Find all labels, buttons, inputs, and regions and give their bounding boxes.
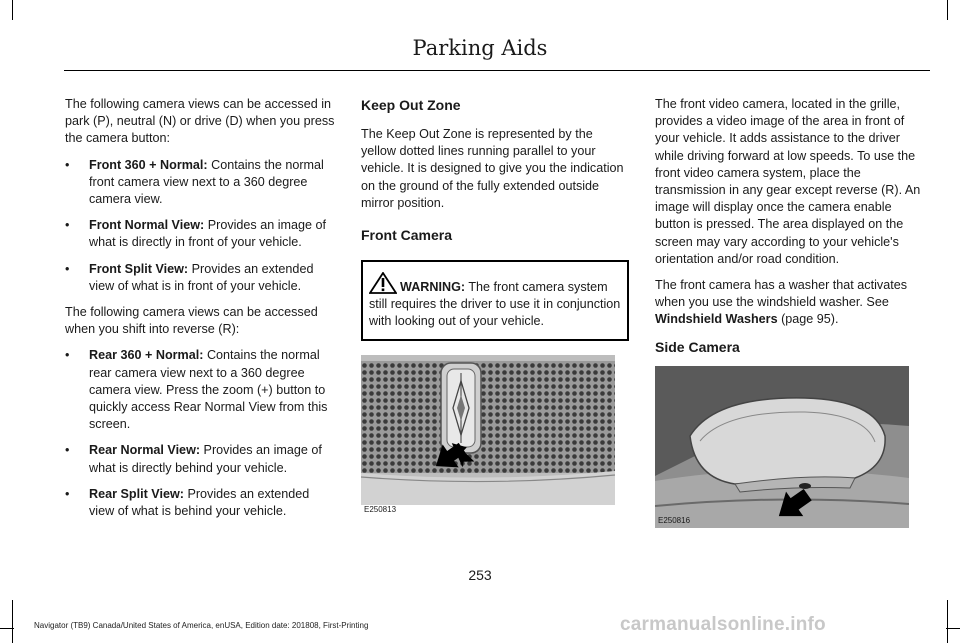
figure-code: E250813 [364,505,397,515]
list-item [65,261,337,295]
crop-mark [0,628,14,629]
warning-text: The front camera system still requires the driver to use it in conjunction with looking out of your vehicle. [369,280,621,329]
side-camera-mirror-image [655,366,909,528]
forward-views-list [65,157,337,295]
term: Front 360 + Normal: [89,157,208,172]
page-title: Parking Aids [412,36,548,60]
column-2 [361,96,629,515]
column-3 [655,96,927,528]
list-item [65,442,337,476]
bullet: • [65,218,70,233]
term: Rear 360 + Normal: [89,348,204,363]
list-item [65,217,337,251]
mirror-illustration [655,366,909,528]
reverse-views-intro: The following camera views can be accessed when you shift into reverse (R): [65,305,318,337]
page-number: 253 [468,567,492,583]
figure-code: E250816 [658,516,691,526]
description: Provides an image of what is directly behind your vehicle. [89,443,322,475]
term: Rear Split View: [89,486,184,501]
warning-label: WARNING: [400,280,466,295]
washer-paragraph [655,277,927,329]
forward-views-intro: The following camera views can be accessed in park (P), neutral (N) or drive (D) when you press the camera button: [65,97,335,146]
description: Contains the normal front camera view next to a 360 degree camera view. [89,157,324,207]
front-camera-grille-image [361,355,615,515]
watermark: carmanualsonline.info [620,614,826,635]
bullet: • [65,443,70,458]
description: Contains the normal rear camera view next to a 360 degree camera view. Press the zoom (+) button to quickly access Rear Normal View from this screen. [89,348,328,432]
list-item [65,486,337,520]
description: Provides an extended view of what is behind your vehicle. [89,486,310,519]
warning-triangle-icon [369,272,397,294]
list-item [65,157,337,209]
bullet: • [65,486,70,501]
page-reference: (page 95). [777,312,839,327]
description: Provides an extended view of what is in front of your vehicle. [89,261,314,293]
front-camera-description: The front video camera, located in the grille, provides a video image of the area in front of your vehicle. It adds assistance to the driver while driving forward at low speeds. To use the front video camera system, place the transmission in any gear except reverse (R). An image will display once the camera enable button is pressed. The area displayed on the screen may vary according to your vehicle's orientation and/or road condition. [655,97,921,266]
keep-out-zone-heading: Keep Out Zone [361,97,461,113]
grille-illustration [361,355,615,505]
washer-text: The front camera has a washer that activates when you use the windshield washer. See [655,278,907,310]
list-item [65,347,337,433]
keep-out-zone-text: The Keep Out Zone is represented by the yellow dotted lines running parallel to your vehicle. It is designed to give you the indication on the ground of the fully extended outside mirror position. [361,127,624,210]
front-camera-heading: Front Camera [361,227,453,244]
bullet: • [65,261,70,276]
description: Provides an image of what is directly in front of your vehicle. [89,218,327,250]
crop-mark [12,0,13,20]
warning-box [361,260,629,341]
term: Rear Normal View: [89,443,201,458]
crop-mark [947,600,948,643]
reverse-views-list [65,347,337,520]
term: Front Split View: [89,261,189,276]
crop-mark [947,0,948,20]
edition-footer: Navigator (TB9) Canada/United States of America, enUSA, Edition date: 201808, First-Printing [34,621,369,630]
header-divider [64,70,930,71]
windshield-washers-link[interactable]: Windshield Washers [655,312,778,327]
bullet: • [65,157,70,172]
crop-mark [946,628,960,629]
crop-mark [12,600,13,643]
term: Front Normal View: [89,218,205,233]
bullet: • [65,348,70,363]
column-1 [65,96,337,529]
side-camera-heading: Side Camera [655,338,740,355]
